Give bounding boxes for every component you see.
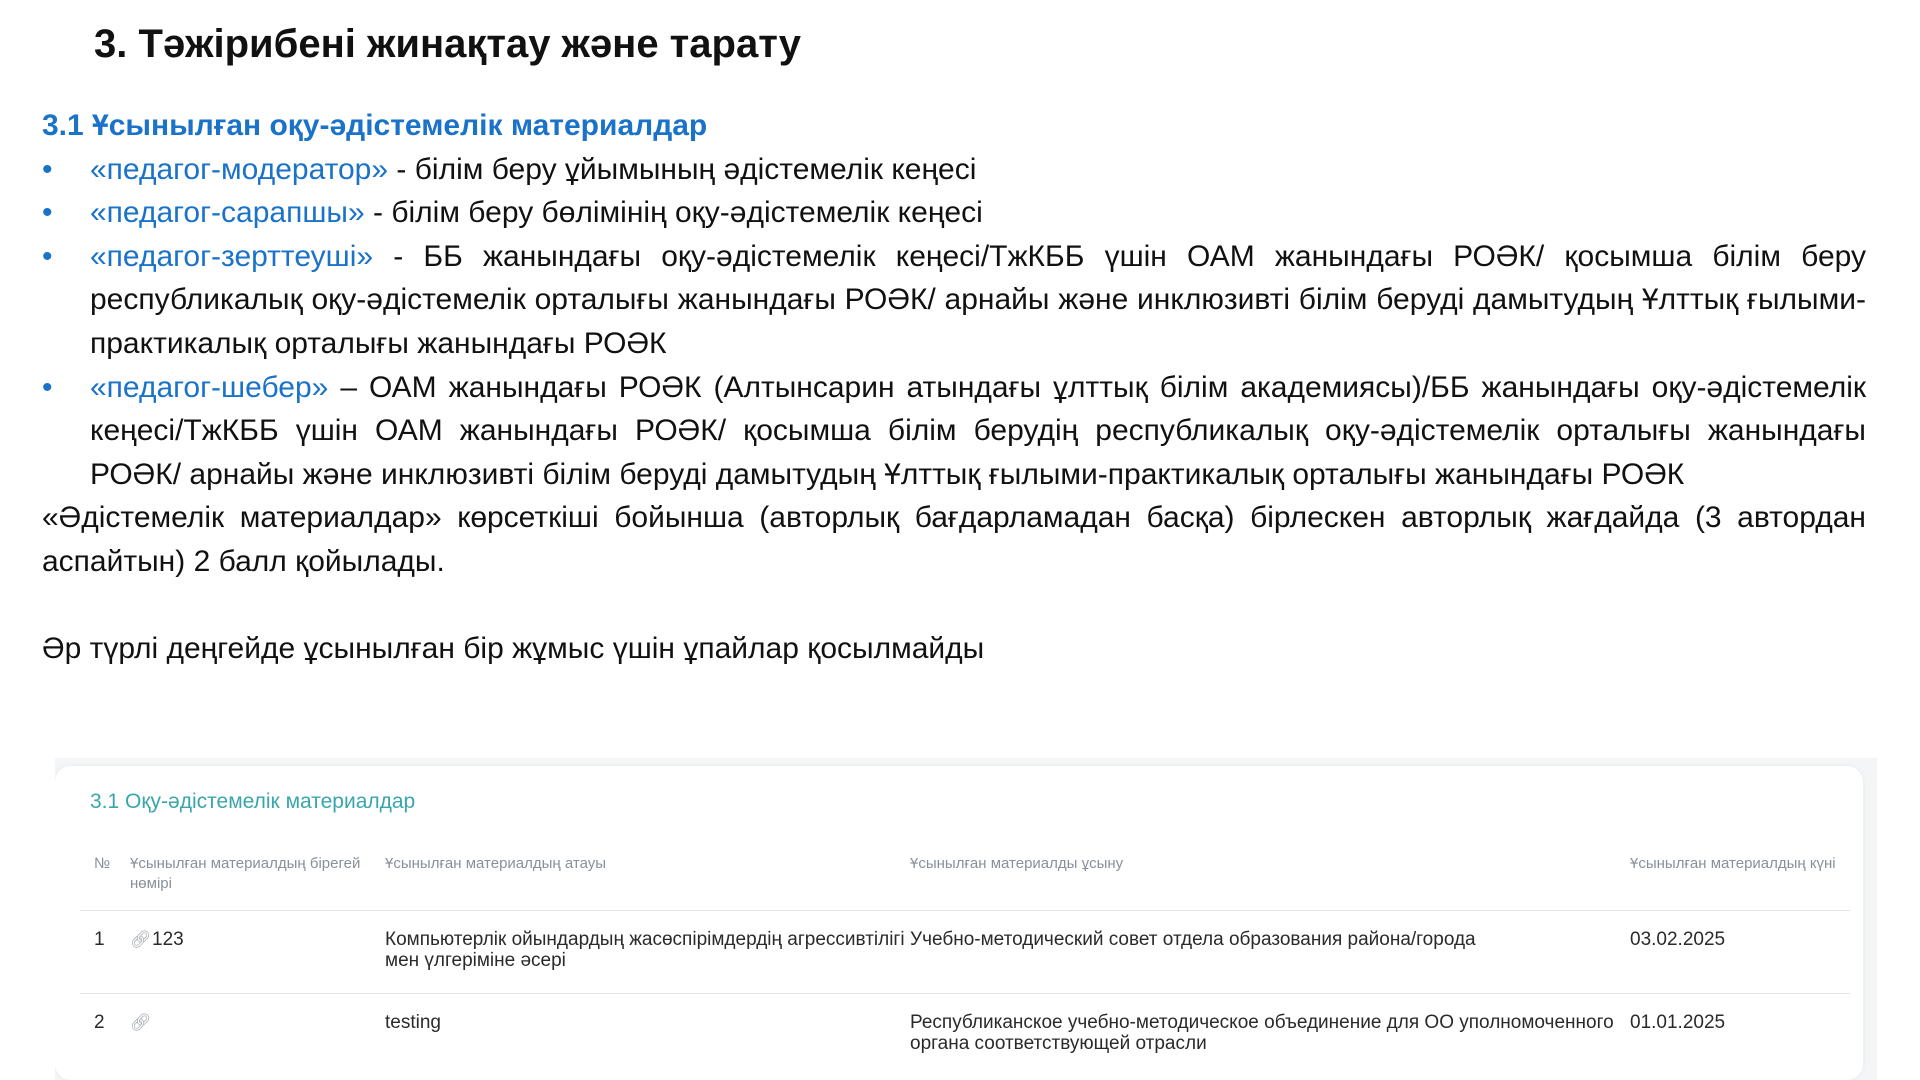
embedded-screenshot	[55, 758, 1877, 1080]
slide-content	[42, 104, 1866, 671]
material-name: Компьютерлік ойындардың жасөспірімдердің агрессивтілігі мен үлгеріміне әсері	[385, 911, 910, 994]
material-date: 03.02.2025	[1630, 911, 1850, 994]
material-submitted-to: Учебно-методический совет отдела образования района/города	[910, 911, 1630, 994]
bullet-list	[42, 148, 1866, 497]
bullet-dot-icon: •	[42, 370, 53, 404]
bullet-term: «педагог-модератор»	[90, 152, 389, 186]
bullet-item	[42, 235, 1866, 366]
bullet-term: «педагог-шебер»	[90, 370, 329, 404]
bullet-text: - білім беру бөлімінің оқу-әдістемелік кеңесі	[364, 196, 983, 230]
table-row	[80, 911, 1850, 994]
bullet-dot-icon: •	[42, 239, 53, 273]
column-header: Ұсынылған материалдың күні	[1630, 846, 1850, 911]
bullet-text: - ББ жанындағы оқу-әдістемелік кеңесі/ТжКББ үшін ОАМ жанындағы РОӘК/ қосымша білім беру республикалық оқу-әдістемелік орталығы жанындағы РОӘК/ арнайы және инклюзивті білім беруді дамытудың Ұлттық ғылыми-практикалық орталығы жанындағы РОӘК	[90, 239, 1866, 360]
row-number: 2	[94, 1012, 105, 1033]
scoring-note: «Әдістемелік материалдар» көрсеткіші бойынша (авторлық бағдарламадан басқа) бірлескен авторлық жағдайда (3 автордан аспайтын) 2 балл қойылады.	[42, 501, 1866, 578]
bullet-term: «педагог-сарапшы»	[90, 196, 365, 230]
link-icon[interactable]: 🔗︎	[130, 930, 152, 949]
points-note: Әр түрлі деңгейде ұсынылған бір жұмыс үшін ұпайлар қосылмайды	[42, 632, 985, 666]
material-id-cell	[130, 911, 385, 994]
bullet-term: «педагог-зерттеуші»	[90, 239, 374, 273]
table-header-row	[80, 846, 1850, 911]
bullet-text: - білім беру ұйымының әдістемелік кеңесі	[388, 152, 977, 186]
card-title: 3.1 Оқу-әдістемелік материалдар	[90, 790, 416, 813]
column-header: №	[80, 846, 130, 911]
bullet-text: – ОАМ жанындағы РОӘК (Алтынсарин атындағы ұлттық білім академиясы)/ББ жанындағы оқу-әдістемелік кеңесі/ТжКББ үшін ОАМ жанындағы РОӘК/ қосымша білім берудің республикалық оқу-әдістемелік орталығы жанындағы РОӘК/ арнайы және инклюзивті білім беруді дамытудың Ұлттық ғылыми-практикалық орталығы жанындағы РОӘК	[90, 370, 1866, 491]
section-heading: 3.1 Ұсынылған оқу-әдістемелік материалдар	[42, 109, 708, 142]
column-header: Ұсынылған материалдың бірегей нөмірі	[130, 846, 385, 911]
column-header: Ұсынылған материалды ұсыну	[910, 846, 1630, 911]
material-name: testing	[385, 1012, 441, 1033]
row-number: 1	[80, 911, 130, 994]
bullet-dot-icon: •	[42, 196, 53, 230]
slide-title: 3. Тәжірибені жинақтау және тарату	[94, 22, 802, 66]
material-id[interactable]: 123	[152, 929, 184, 950]
link-icon[interactable]: 🔗︎	[130, 1013, 152, 1032]
material-submitted-to: Республиканское учебно-методическое объединение для ОО уполномоченного органа соответствующей отрасли	[910, 1012, 1614, 1054]
bullet-item	[42, 191, 1866, 235]
column-header: Ұсынылған материалдың атауы	[385, 846, 910, 911]
bullet-dot-icon: •	[42, 152, 53, 186]
table-row	[80, 994, 1850, 1077]
materials-table	[80, 846, 1850, 1076]
bullet-item	[42, 148, 1866, 192]
material-id-cell	[130, 994, 385, 1077]
materials-card	[55, 766, 1863, 1080]
material-date: 01.01.2025	[1630, 1012, 1726, 1033]
bullet-item	[42, 366, 1866, 497]
